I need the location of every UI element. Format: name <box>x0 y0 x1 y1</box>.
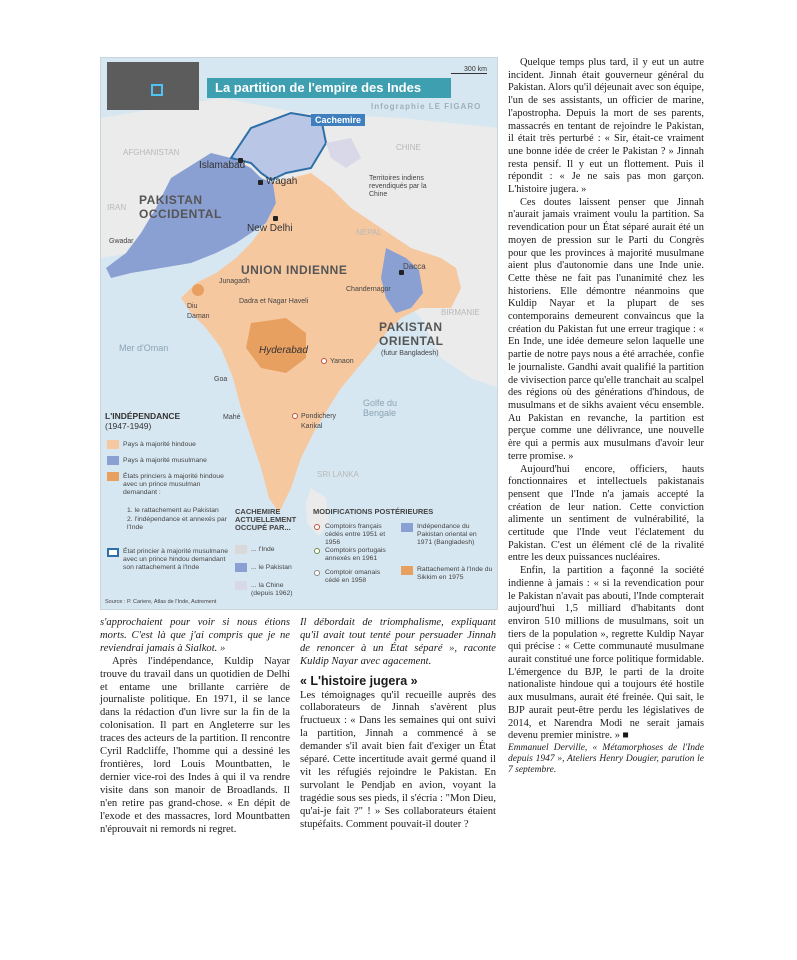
kashmir-legend-title: CACHEMIRE ACTUELLEMENT OCCUPÉ PAR... <box>235 507 297 532</box>
wagah-marker <box>258 180 263 185</box>
gwadar-label: Gwadar <box>109 238 134 245</box>
mods-swatch-bd <box>401 523 413 532</box>
col1-paragraph-1: s'approchaient pour voir si nous étions morts. C'est là que j'ai compris que je ne reviendrai jamais à Sialkot. » <box>100 617 290 654</box>
china-label: CHINE <box>396 143 421 152</box>
newdelhi-label: New Delhi <box>247 223 293 234</box>
col3-paragraph-1: Quelque temps plus tard, il y eut un autre incident. Jinnah était gouverneur général du Pakistan. Alors qu'il déjeunait avec son équipe, l'un de ses assistants, un officier de marine, l'apostropha. Depuis la mort de ses parents, massacrés en tentant de rejoindre le Pakistan, il était très perturbé : « Sir, était-ce vraiment une bonne idée de créer le Pakistan ? » Jinnah resta pensif. Il y eut un flottement. Puis il répondit : « Je ne sais pas mon garçon. L'histoire jugera. » <box>508 57 704 196</box>
east-pakistan-note: (futur Bangladesh) <box>381 350 439 357</box>
mods-legend-title: MODIFICATIONS POSTÉRIEURES <box>313 507 434 516</box>
newdelhi-marker <box>273 216 278 221</box>
east-pakistan-label: PAKISTAN ORIENTAL <box>379 320 444 348</box>
kashmir-legend-pak: ... le Pakistan <box>251 564 292 571</box>
wagah-label: Wagah <box>266 176 298 187</box>
mods-marker-pt <box>314 548 320 554</box>
birmanie-label: BIRMANIE <box>441 308 480 317</box>
map-credit: Infographie LE FIGARO <box>371 102 482 111</box>
col2-paragraph-1: Il débordait de triomphalisme, expliquant qu'il avait tout tenté pour persuader Jinnah de renoncer à un État séparé », raconte Kuldip Nayar avec agacement. <box>300 617 496 667</box>
kashmir-swatch-pak <box>235 563 247 572</box>
map-scale: 300 km <box>451 66 487 74</box>
legend-muslim-state: État princier à majorité musulmane avec un prince hindou demandant son rattachement à l'Inde <box>123 548 229 571</box>
locator-inset <box>107 62 199 110</box>
yanaon-marker <box>321 358 327 364</box>
mods-legend-om: Comptoir omanais cédé en 1958 <box>325 569 381 584</box>
legend-princely-1: 1. le rattachement au Pakistan <box>127 507 219 514</box>
mods-legend-fr: Comptoirs français cédés entre 1951 et 1956 <box>325 523 386 546</box>
article-column-3 <box>508 57 704 776</box>
claimed-territory-note: Territoires indiens revendiqués par la Chine <box>369 175 427 198</box>
legend-hindu: Pays à majorité hindoue <box>123 441 196 448</box>
article-column-2 <box>300 617 496 832</box>
legend-muslim: Pays à majorité musulmane <box>123 457 207 464</box>
dadra-label: Dadra et Nagar Haveli <box>239 298 309 305</box>
col1-paragraph-2: Après l'indépendance, Kuldip Nayar trouve du travail dans un quotidien de Delhi et entame une brillante carrière de journaliste politique. En 1971, il se lance dans la rédaction d'un livre sur la fin de la colonisation. Il part en Angleterre sur les traces des acteurs de la partition. Il rencontre Cyril Radcliffe, l'homme qui a dessiné les frontières, lord Louis Mountbatten, le dernier vice-roi des Indes à qui il va rendre visite dans son manoir de Broadlands. Il n'en retire pas grand-chose. « En dépit de l'exode et des massacres, lord Mountbatten n'éprouvait ni remords ni regret. <box>100 655 291 835</box>
section-heading: « L'histoire jugera » <box>300 673 418 688</box>
chandernagor-label: Chandernagor <box>346 286 391 293</box>
legend-swatch-princely <box>107 472 119 481</box>
union-indienne-label: UNION INDIENNE <box>241 263 348 277</box>
legend-swatch-muslim-state <box>107 548 119 557</box>
partition-map <box>100 57 498 610</box>
junagadh-shape <box>192 284 204 296</box>
legend-source: Source : P. Cariere, Atlas de l'Inde, Autrement <box>105 599 217 605</box>
karikal-label: Karikal <box>301 423 323 430</box>
col2-paragraph-2: Les témoignages qu'il recueille auprès des collaborateurs de Jinnah s'avèrent plus fructueux : « Dans les semaines qui ont suivi la partition, Jinnah a commencé à se demander s'il avait bien fait d'exiger un État séparé. Cette incertitude avait germé quand il vit les réfugiés rejoindre le Pakistan. En survolant le Pendjab en avion, voyant la tragédie sous ses pieds, il s'écria : "Mon Dieu, qu'ai-je fait ?" ! » Ses collaborateurs étaient stupéfaits. Comment pouvait-il douter ? <box>300 689 496 830</box>
legend-period: (1947-1949) <box>105 421 152 431</box>
legend-princely: États princiers à majorité hindoue avec un prince musulman demandant : <box>123 473 224 496</box>
kashmir-label: Cachemire <box>311 114 365 126</box>
daman-label: Daman <box>187 313 210 320</box>
mods-legend-sk: Rattachement à l'Inde du Sikkim en 1975 <box>417 566 493 581</box>
map-title: La partition de l'empire des Indes <box>207 78 451 98</box>
legend-swatch-hindu <box>107 440 119 449</box>
legend-princely-2: 2. l'indépendance et annexés par l'Inde <box>127 516 227 531</box>
nepal-label: NÉPAL <box>356 228 382 237</box>
iran-label: IRAN <box>107 203 127 212</box>
hyderabad-label: Hyderabad <box>259 345 308 356</box>
col3-paragraph-3: Aujourd'hui encore, officiers, hauts fonctionnaires et intellectuels pakistanais pensent que l'Inde n'a jamais accepté la création de leur nation. Cette conviction alimente un sentiment de vulnérabilité, la certitude que l'Inde veut l'éclatement du Pakistan. C'est un élément clé de la rivalité entre les deux puissances nucléaires. <box>508 463 704 564</box>
sea-oman-label: Mer d'Oman <box>119 343 169 353</box>
kashmir-legend-chine: ... la Chine (depuis 1962) <box>251 582 293 597</box>
srilanka-label: SRI LANKA <box>317 470 359 479</box>
mods-legend-pt: Comptoirs portugais annexés en 1961 <box>325 547 386 562</box>
legend-title: L'INDÉPENDANCE <box>105 411 181 421</box>
col3-paragraph-2: Ces doutes laissent penser que Jinnah n'aurait jamais vraiment voulu la partition. Sa revendication pour un État séparé aurait été un moyen de pression sur le Parti du Congrès pour que les provinces à majorité musulmane aient plus d'autonomie dans une Inde unie. Cette thèse ne fait pas l'unanimité chez les historiens. Elle démontre néanmoins que Kuldip Nayar et la plupart de ses contemporains demeurent convaincus que la création du Pakistan fut une erreur tragique : « En Inde, une idée demeure selon laquelle une partie de notre pays nous a été arrachée, confie le journaliste. Gandhi avait qualifié la partition de vivisection parce qu'elle tranchait au scalpel des régions où des générations d'hindous, de musulmans et de sikhs avaient vécu ensemble. Au Pakistan en revanche, la partition est perçue comme une délivrance, une nouvelle ère qui a permis aux musulmans d'avoir leur terre promise. » <box>508 196 704 462</box>
col3-paragraph-4: Enfin, la partition a façonné la société indienne à jamais : « si la revendication pour le Pakistan n'avait pas abouti, l'Inde compterait aujourd'hui 1,5 milliard d'habitants dont environ 510 millions de musulmans, soit un tiers de la population », regrette Kuldip Nayar qui précise : « Cette communauté musulmane aurait constitué une force politique formidable. L'émergence du BJP, le parti de la droite nationaliste hindoue qui a toujours été hostile aux musulmans, aurait été freinée. Qui sait, le BJP aurait peut-être perdu les législatives de 2014, et Narendra Modi ne serait jamais devenu premier ministre. » ■ <box>508 565 704 742</box>
legend <box>105 411 180 431</box>
junagadh-label: Junagadh <box>219 278 250 285</box>
west-pakistan-label: PAKISTAN OCCIDENTAL <box>139 193 222 221</box>
dacca-label: Dacca <box>403 262 426 271</box>
mods-legend-bd: Indépendance du Pakistan oriental en 1971 (Bangladesh) <box>417 523 477 546</box>
yanaon-label: Yanaon <box>330 358 354 365</box>
article-column-1 <box>100 617 290 836</box>
mods-swatch-sk <box>401 566 413 575</box>
kashmir-swatch-inde <box>235 545 247 554</box>
goa-label: Goa <box>214 376 228 383</box>
sea-bengale-label: Golfe du Bengale <box>363 398 398 418</box>
legend-swatch-muslim <box>107 456 119 465</box>
pondichery-label: Pondichery <box>301 413 337 420</box>
islamabad-label: Islamabad <box>199 160 246 171</box>
book-credit: Emmanuel Derville, « Métamorphoses de l'Inde depuis 1947 », Ateliers Henry Dougier, parution le 7 septembre. <box>508 742 704 775</box>
diu-label: Diu <box>187 303 198 310</box>
pondichery-marker <box>292 413 298 419</box>
mahe-label: Mahé <box>223 414 241 421</box>
mods-marker-om <box>314 570 320 576</box>
kashmir-swatch-chine <box>235 581 247 590</box>
afghanistan-label: AFGHANISTAN <box>123 148 180 157</box>
mods-marker-fr <box>314 524 320 530</box>
kashmir-legend-inde: ... l'Inde <box>251 546 275 553</box>
